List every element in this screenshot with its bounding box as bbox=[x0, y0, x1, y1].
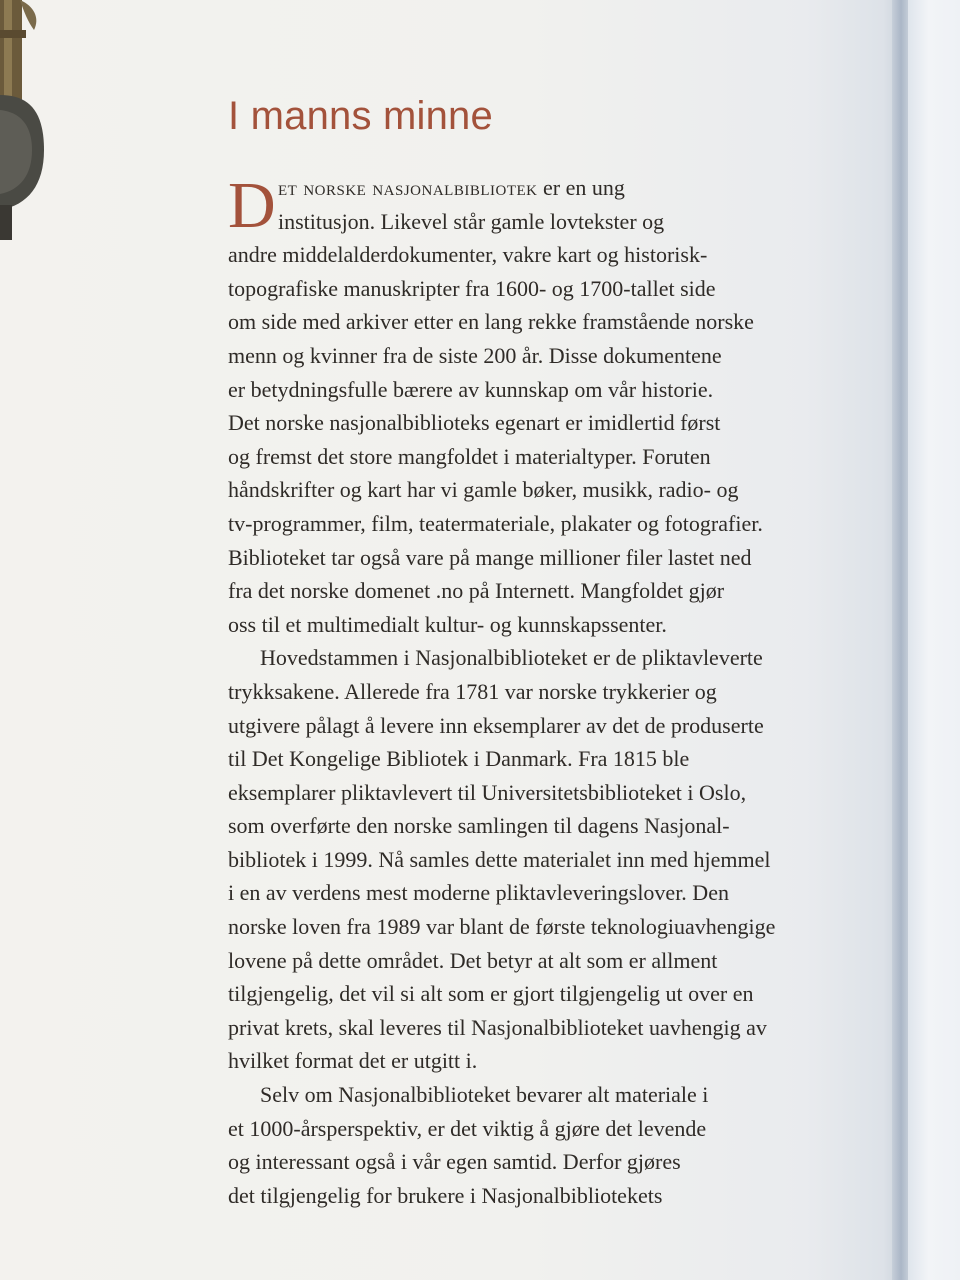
chapter-title: I manns minne bbox=[228, 94, 493, 138]
text-line: fra det norske domenet .no på Internett. Mangfoldet gjør bbox=[228, 578, 725, 604]
text-line: andre middelalderdokumenter, vakre kart og historisk- bbox=[228, 242, 708, 268]
text-line: topografiske manuskripter fra 1600- og 1700-tallet side bbox=[228, 275, 716, 301]
text-line: menn og kvinner fra de siste 200 år. Disse dokumentene bbox=[228, 342, 722, 368]
text-line: i en av verdens mest moderne pliktavleveringslover. Den bbox=[228, 880, 729, 906]
text-line: det tilgjengelig for brukere i Nasjonalbibliotekets bbox=[228, 1182, 663, 1208]
text-line: lovene på dette området. Det betyr at alt som er allment bbox=[228, 947, 718, 973]
text-line: om side med arkiver etter en lang rekke framstående norske bbox=[228, 309, 754, 335]
text-line: oss til et multimedialt kultur- og kunnskapssenter. bbox=[228, 611, 667, 637]
text-line: norske loven fra 1989 var blant de første teknologiuavhengige bbox=[228, 914, 776, 940]
text-line: Hovedstammen i Nasjonalbiblioteket er de pliktavleverte bbox=[260, 645, 763, 671]
text-line: trykksakene. Allerede fra 1781 var norske trykkerier og bbox=[228, 678, 717, 704]
text-line: Selv om Nasjonalbiblioteket bevarer alt materiale i bbox=[260, 1082, 709, 1108]
text-line: eksemplarer pliktavlevert til Universitetsbiblioteket i Oslo, bbox=[228, 779, 747, 805]
body-text bbox=[228, 171, 838, 1212]
line-text: er en ung bbox=[537, 175, 625, 200]
ornament-decoration bbox=[0, 0, 60, 240]
text-line: tv-programmer, film, teatermateriale, plakater og fotografier. bbox=[228, 510, 763, 536]
text-line: håndskrifter og kart har vi gamle bøker, musikk, radio- og bbox=[228, 477, 739, 503]
text-line: tilgjengelig, det vil si alt som er gjort tilgjengelig ut over en bbox=[228, 981, 754, 1007]
text-line: institusjon. Likevel står gamle lovtekster og bbox=[278, 208, 665, 234]
text-line: og interessant også i vår egen samtid. Derfor gjøres bbox=[228, 1149, 681, 1175]
text-line bbox=[228, 171, 838, 205]
text-line: et 1000-årsperspektiv, er det viktig å gjøre det levende bbox=[228, 1115, 707, 1141]
text-line: til Det Kongelige Bibliotek i Danmark. Fra 1815 ble bbox=[228, 746, 690, 772]
small-caps-opening: et norske nasjonalbibliotek bbox=[278, 175, 538, 200]
text-line: og fremst det store mangfoldet i materialtyper. Foruten bbox=[228, 443, 711, 469]
drop-cap: D bbox=[228, 169, 276, 242]
text-line: privat krets, skal leveres til Nasjonalbiblioteket uavhengig av bbox=[228, 1014, 767, 1040]
text-line: Biblioteket tar også vare på mange millioner filer lastet ned bbox=[228, 544, 752, 570]
text-line: Det norske nasjonalbiblioteks egenart er imidlertid først bbox=[228, 410, 721, 436]
text-line: utgivere pålagt å levere inn eksemplarer av det de produserte bbox=[228, 712, 764, 738]
binding-edge bbox=[908, 0, 960, 1280]
text-line: bibliotek i 1999. Nå samles dette materialet inn med hjemmel bbox=[228, 846, 771, 872]
text-line: er betydningsfulle bærere av kunnskap om vår historie. bbox=[228, 376, 714, 402]
text-line: hvilket format det er utgitt i. bbox=[228, 1048, 478, 1074]
text-line: som overførte den norske samlingen til dagens Nasjonal- bbox=[228, 813, 730, 839]
